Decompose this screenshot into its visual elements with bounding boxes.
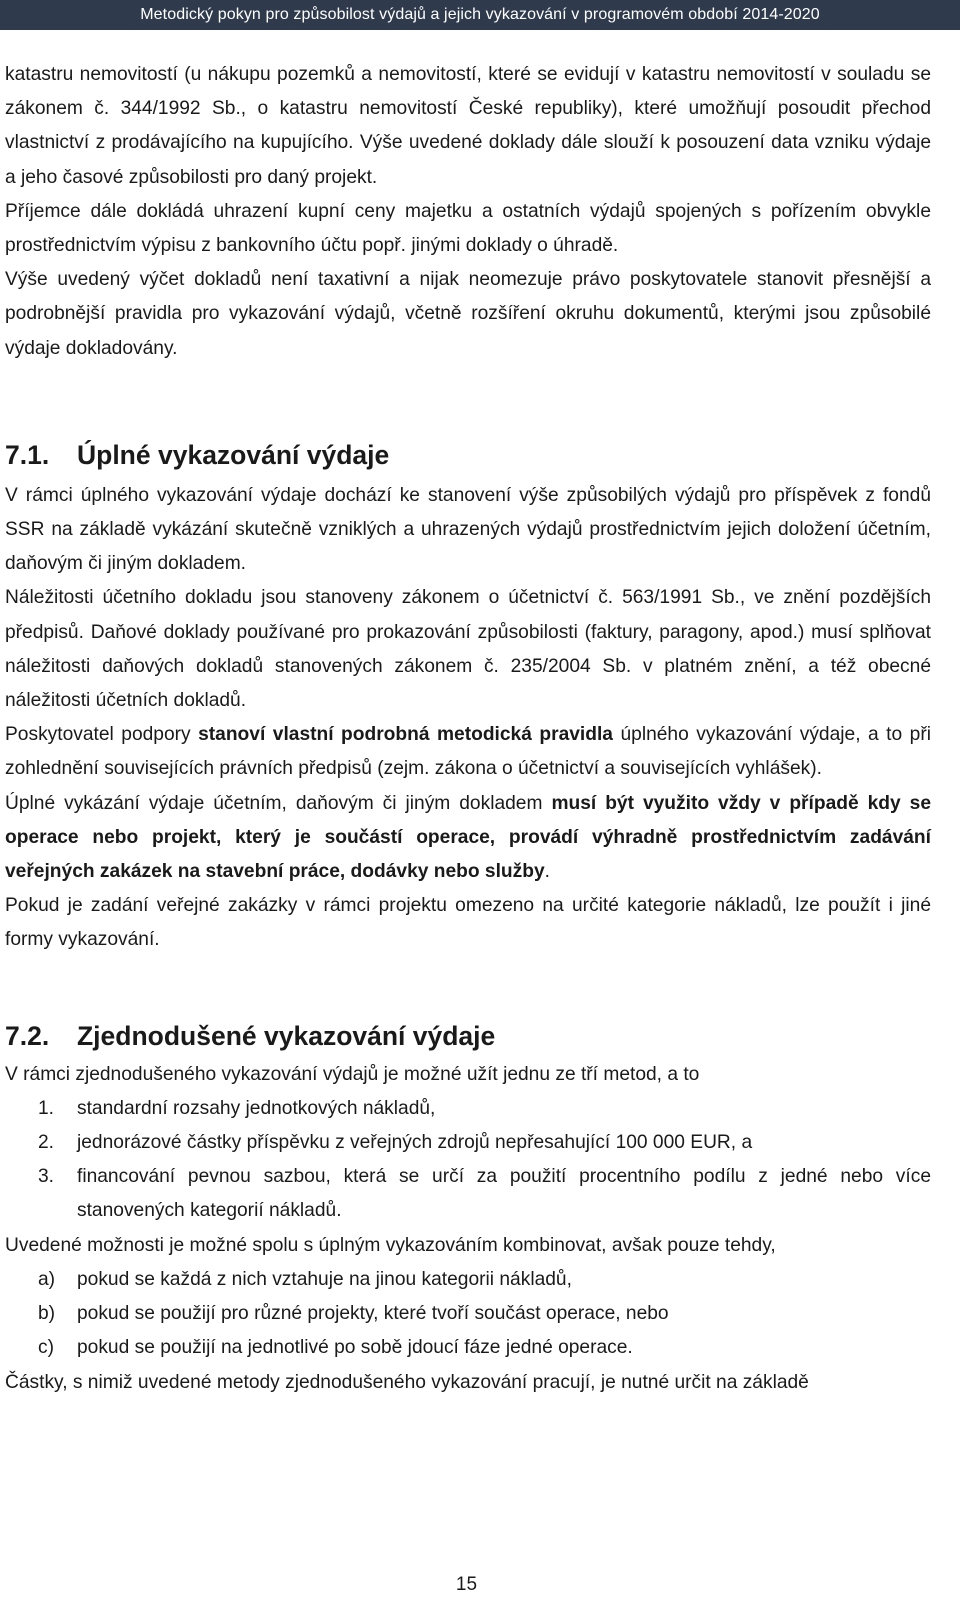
list-item [5,1126,931,1160]
text-span: Úplné vykázání výdaje účetním, daňovým či jiným dokladem [5,792,552,814]
paragraph: Náležitosti účetního dokladu jsou stanoveny zákonem o účetnictví č. 563/1991 Sb., ve znění pozdějších předpisů. Daňové doklady používané pro prokazování způsobilosti (faktury, paragony, apod.) musí splňovat náležitosti daňových dokladů stanovených zákonem č. 235/2004 Sb. v platném znění, a též obecné náležitosti účetních dokladů. [5,587,931,712]
text-span: . [544,861,550,883]
section-number: 7.1. [5,439,50,470]
bold-text: musí být využito vždy v případě kdy se operace nebo projekt, který je součástí operace, provádí výhradně prostřednictvím zadávání veřejných zakázek na stavební práce, dodávky nebo služby [5,792,932,883]
list-marker: c) [38,1337,54,1359]
list-item-text: pokud se každá z nich vztahuje na jinou kategorii nákladů, [77,1268,572,1290]
bold-text: stanoví vlastní podrobná metodická pravidla [198,724,613,746]
list-marker: a) [38,1268,56,1290]
document-header [0,0,960,30]
section-title: Zjednodušené vykazování výdaje [77,1020,496,1051]
paragraph: Uvedené možnosti je možné spolu s úplným vykazováním kombinovat, avšak pouze tehdy, [5,1234,776,1256]
list-marker: 2. [38,1132,55,1154]
paragraph: V rámci úplného vykazování výdaje dochází ke stanovení výše způsobilých výdajů pro příspěvek z fondů SSR na základě vykázání skutečně vzniklých a uhrazených výdajů prostřednictvím jejich doložení účetním, daňovým či jiným dokladem. [5,484,931,575]
conditions-list [5,1263,931,1366]
paragraph [5,718,931,786]
section-title: Úplné vykazování výdaje [77,439,390,470]
list-item [5,1092,931,1126]
page-number: 15 [455,1574,478,1595]
paragraph: Pokud je zadání veřejné zakázky v rámci projektu omezeno na určité kategorie nákladů, lze použít i jiné formy vykazování. [5,895,931,951]
text-span: úplného vykazování výdaje, a to při zohlednění souvisejících právních předpisů (zejm. zákona o účetnictví a souvisejících vyhlášek). [5,724,931,780]
paragraph: Částky, s nimiž uvedené metody zjednodušeného vykazování pracují, je nutné určit na základě [5,1371,809,1393]
list-item-text: jednorázové částky příspěvku z veřejných zdrojů nepřesahující 100 000 EUR, a [77,1132,753,1154]
section-number: 7.2. [5,1020,50,1051]
list-item-text: pokud se použijí na jednotlivé po sobě jdoucí fáze jedné operace. [77,1337,633,1359]
list-item-text: standardní rozsahy jednotkových nákladů, [77,1097,436,1119]
paragraph: katastru nemovitostí (u nákupu pozemků a nemovitostí, které se evidují v katastru nemovitostí v souladu se zákonem č. 344/1992 Sb., o katastru nemovitostí České republiky), které umožňují posoudit přechod vlastnictví z prodávajícího na kupujícího. Výše uvedené doklady dále slouží k posouzení data vzniku výdaje a jeho časové způsobilosti pro daný projekt. [5,64,931,188]
list-item [5,1297,931,1331]
section-heading-7-2 [5,1017,931,1055]
list-item-text: financování pevnou sazbou, která se určí za použití procentního podílu z jedné nebo více stanovených kategorií nákladů. [77,1166,931,1222]
text-span: Poskytovatel podpory [5,724,199,746]
list-item-text: pokud se použijí pro různé projekty, které tvoří součást operace, nebo [77,1303,669,1325]
list-item [5,1263,931,1297]
paragraph [5,787,931,890]
list-marker: b) [38,1303,56,1325]
paragraph: Výše uvedený výčet dokladů není taxativní a nijak neomezuje právo poskytovatele stanovit přesnější a podrobnější pravidla pro vykazování výdajů, včetně rozšíření okruhu dokumentů, kterými jsou způsobilé výdaje dokladovány. [5,269,931,359]
methods-list [5,1092,931,1229]
list-marker: 1. [38,1097,55,1119]
header-title: Metodický pokyn pro způsobilost výdajů a jejich vykazování v programovém období 2014-2020 [140,6,820,23]
paragraph: V rámci zjednodušeného vykazování výdajů je možné užít jednu ze tří metod, a to [5,1063,700,1085]
list-item [5,1331,931,1365]
page-content [5,58,931,1400]
paragraph: Příjemce dále dokládá uhrazení kupní ceny majetku a ostatních výdajů spojených s pořízením obvykle prostřednictvím výpisu z bankovního účtu popř. jinými doklady o úhradě. [5,200,931,257]
list-marker: 3. [38,1166,55,1188]
list-item [5,1160,931,1228]
section-heading-7-1 [5,436,931,474]
